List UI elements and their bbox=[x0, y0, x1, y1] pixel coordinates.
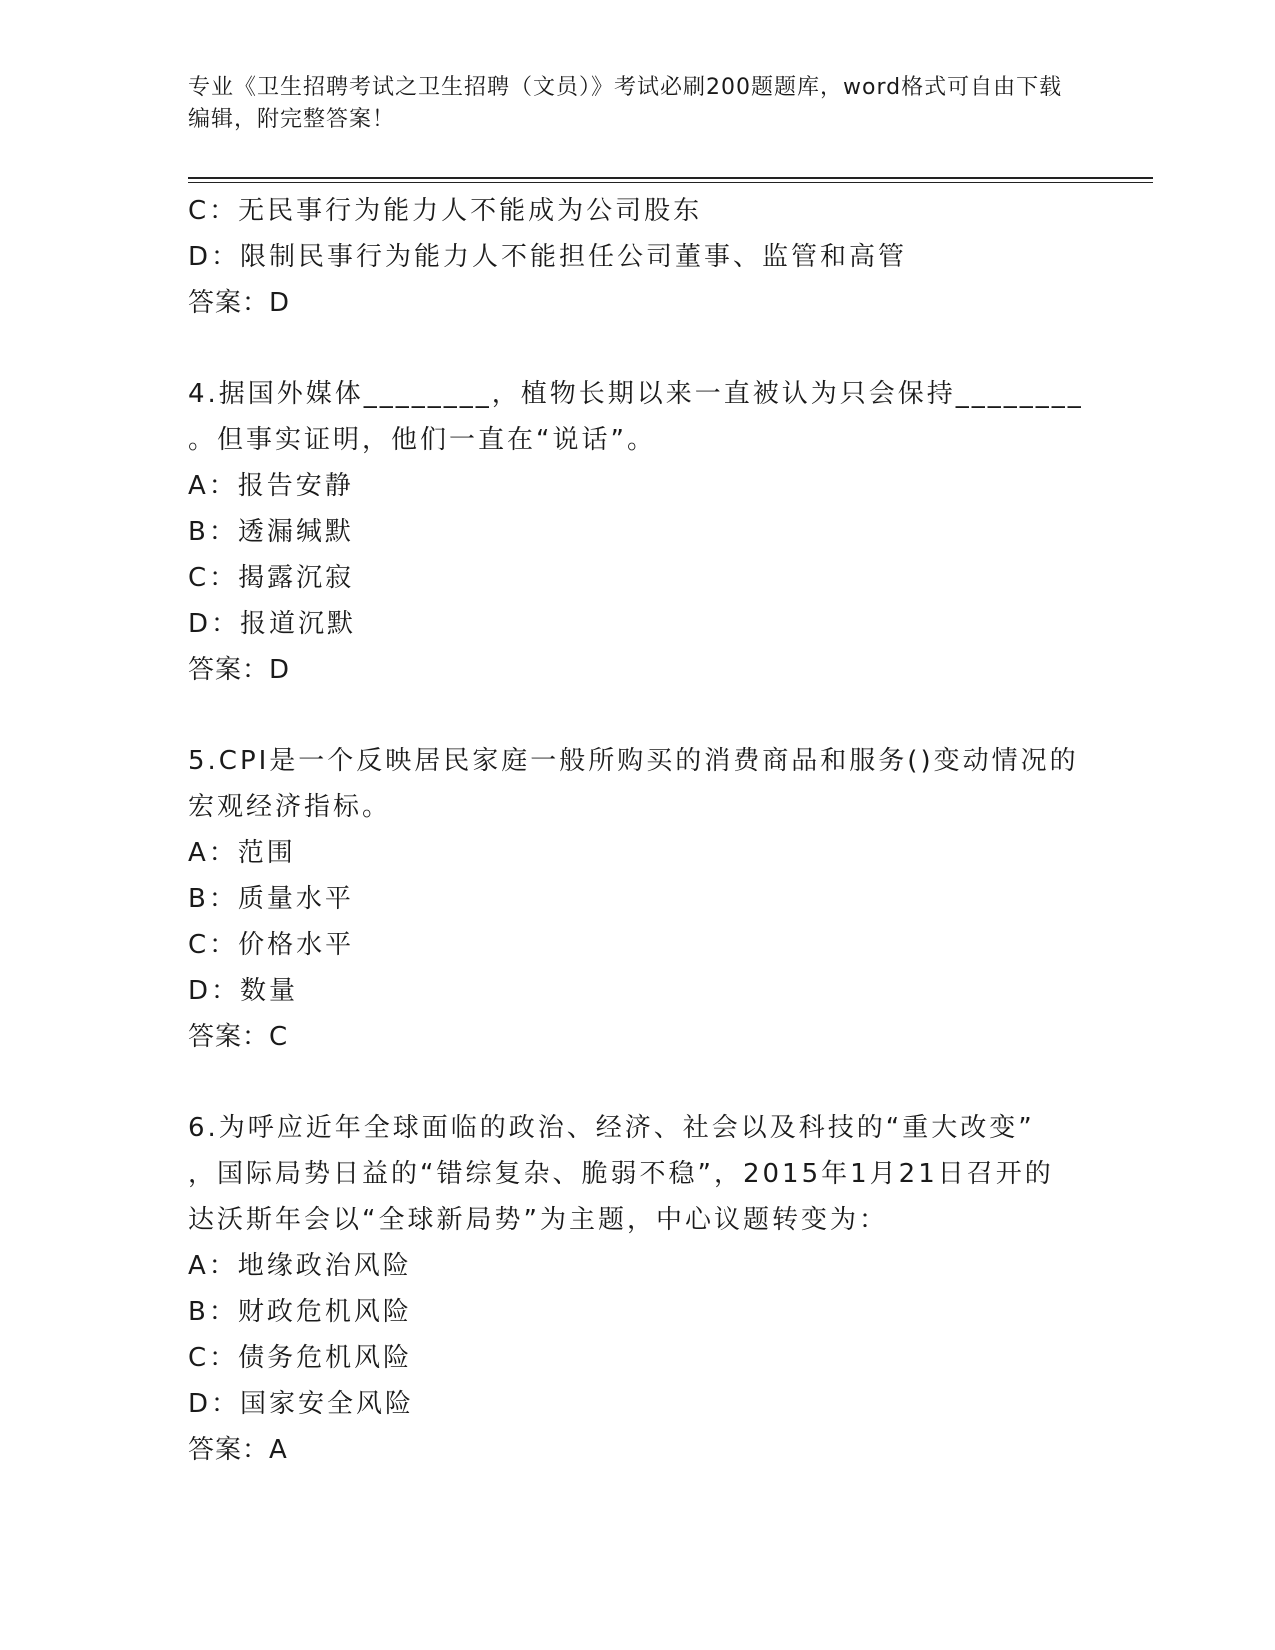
option-a: A：范围 bbox=[188, 838, 296, 868]
question-stem: 。但事实证明，他们一直在“说话”。 bbox=[188, 425, 656, 455]
option-c: C：债务危机风险 bbox=[188, 1343, 413, 1373]
option-a: A：地缘政治风险 bbox=[188, 1251, 412, 1281]
option-b: B：质量水平 bbox=[188, 884, 354, 914]
answer-line: 答案：C bbox=[188, 1022, 289, 1052]
option-c: C：价格水平 bbox=[188, 930, 355, 960]
question-stem: 6.为呼应近年全球面临的政治、经济、社会以及科技的“重大改变” bbox=[188, 1113, 1035, 1143]
option-d: D：报道沉默 bbox=[188, 609, 357, 639]
question-5 bbox=[188, 738, 1088, 1060]
question-stem: 4.据国外媒体________，植物长期以来一直被认为只会保持________ bbox=[188, 379, 1084, 409]
option-b: B：财政危机风险 bbox=[188, 1297, 412, 1327]
option-c: C：揭露沉寂 bbox=[188, 563, 355, 593]
option-c: C：无民事行为能力人不能成为公司股东 bbox=[188, 196, 703, 226]
question-content bbox=[188, 188, 1088, 1473]
question-stem: 宏观经济指标。 bbox=[188, 792, 392, 822]
answer-line: 答案：A bbox=[188, 1435, 288, 1465]
question-stem: ，国际局势日益的“错综复杂、脆弱不稳”，2015年1月21日召开的 bbox=[188, 1159, 1054, 1189]
question-4 bbox=[188, 371, 1088, 693]
question-stem: 5.CPI是一个反映居民家庭一般所购买的消费商品和服务()变动情况的 bbox=[188, 746, 1079, 776]
question-6 bbox=[188, 1105, 1088, 1473]
option-a: A：报告安静 bbox=[188, 471, 354, 501]
option-d: D：国家安全风险 bbox=[188, 1389, 415, 1419]
option-b: B：透漏缄默 bbox=[188, 517, 354, 547]
option-d: D：限制民事行为能力人不能担任公司董事、监管和高管 bbox=[188, 242, 908, 272]
answer-line: 答案：D bbox=[188, 288, 291, 318]
header-divider bbox=[188, 177, 1153, 179]
option-d: D：数量 bbox=[188, 976, 299, 1006]
header-divider-thin bbox=[188, 182, 1153, 183]
answer-line: 答案：D bbox=[188, 655, 291, 685]
page-header: 专业《卫生招聘考试之卫生招聘（文员）》考试必刷200题题库，word格式可自由下载编辑，附完整答案！ bbox=[188, 75, 1063, 132]
question-stem: 达沃斯年会以“全球新局势”为主题，中心议题转变为： bbox=[188, 1205, 888, 1235]
